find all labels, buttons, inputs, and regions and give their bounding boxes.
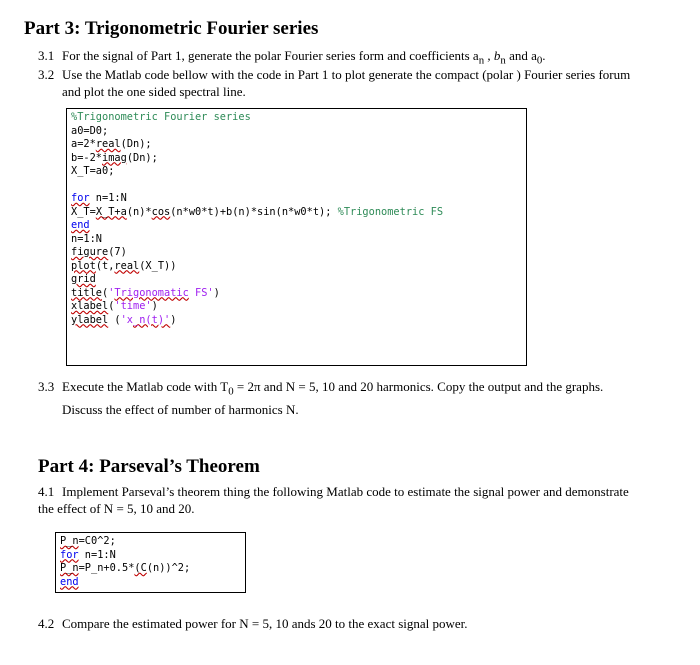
sub-n2: n: [500, 54, 506, 67]
b-label: , b: [484, 48, 501, 63]
item-3-2-line1: Use the Matlab code bellow with the code in Part 1 to plot generate the compact (polar ) Fourier series forum: [62, 67, 631, 82]
item-4-1-line2: the effect of N = 5, 10 and 20.: [38, 501, 195, 516]
item-3-3-line2: Discuss the effect of number of harmonics N.: [62, 401, 299, 417]
code-line: n=1:N: [71, 232, 102, 245]
code-line: b=-2*imag(Dn);: [71, 151, 158, 164]
item-3-2: [38, 66, 688, 100]
item-3-1-end: .: [542, 48, 546, 63]
item-3-2-number: 3.2: [38, 67, 55, 82]
code-line: X_T=X_T+a(n)*cos(n*w0*t)+b(n)*sin(n*w0*t); %Trigonometric FS: [71, 205, 444, 218]
code-line: end: [60, 575, 79, 588]
item-4-2: 4.2 Compare the estimated power for N = 5, 10 ands 20 to the exact signal power.: [38, 616, 468, 631]
code-line: for n=1:N: [71, 192, 127, 204]
code-comment: %Trigonometric Fourier series: [71, 111, 251, 123]
code-line: X_T=a0;: [71, 165, 115, 177]
item-3-3-number: 3.3: [38, 379, 55, 394]
code-line: figure(7): [71, 246, 127, 258]
item-3-3: 3.3 Execute the Matlab code with $T_0 = 2\pi$ and N = 5, 10 and 20 harmonics. Copy the output and the graphs. Discuss the effect of number of harmonics N.: [38, 378, 688, 418]
item-4-2-number: 4.2: [38, 616, 55, 631]
item-4-1: 4.1 Implement Parseval’s theorem thing the following Matlab code to estimate the signal power and demonstrate the effect of N = 5, 10 and 20.: [38, 483, 688, 517]
sub-n: n: [478, 54, 485, 67]
code-line: title('Trigonomatic FS'): [71, 286, 220, 299]
item-4-1-number: 4.1: [38, 484, 55, 499]
matlab-code-box-fourier: [66, 108, 527, 366]
code-line: plot(t,real(X_T)): [71, 259, 177, 272]
code-line: a=2*real(Dn);: [71, 138, 152, 150]
sub-0: 0: [536, 54, 543, 67]
code-line: for n=1:N: [60, 548, 116, 561]
item-3-2-line2: and plot the one sided spectral line.: [62, 84, 246, 99]
code-line: P_n=C0^2;: [60, 535, 116, 547]
code-line: P_n=P_n+0.5*(C(n))^2;: [60, 562, 191, 574]
and-a: and a: [505, 48, 537, 63]
code-line: grid: [71, 273, 96, 285]
matlab-code-box-parseval: [55, 532, 246, 593]
code-line: a0=D0;: [71, 124, 109, 137]
part4-heading: Part 4: Parseval’s Theorem: [38, 456, 260, 477]
item-3-1-text: For the signal of Part 1, generate the polar Fourier series form and coefficients a: [62, 48, 479, 63]
code-line: end: [71, 219, 90, 231]
code-line: ylabel ('x_n(t)'): [71, 313, 177, 326]
item-3-1-number: 3.1: [38, 48, 55, 63]
code-line: xlabel('time'): [71, 300, 158, 312]
part3-heading: Part 3: Trigonometric Fourier series: [24, 18, 319, 39]
